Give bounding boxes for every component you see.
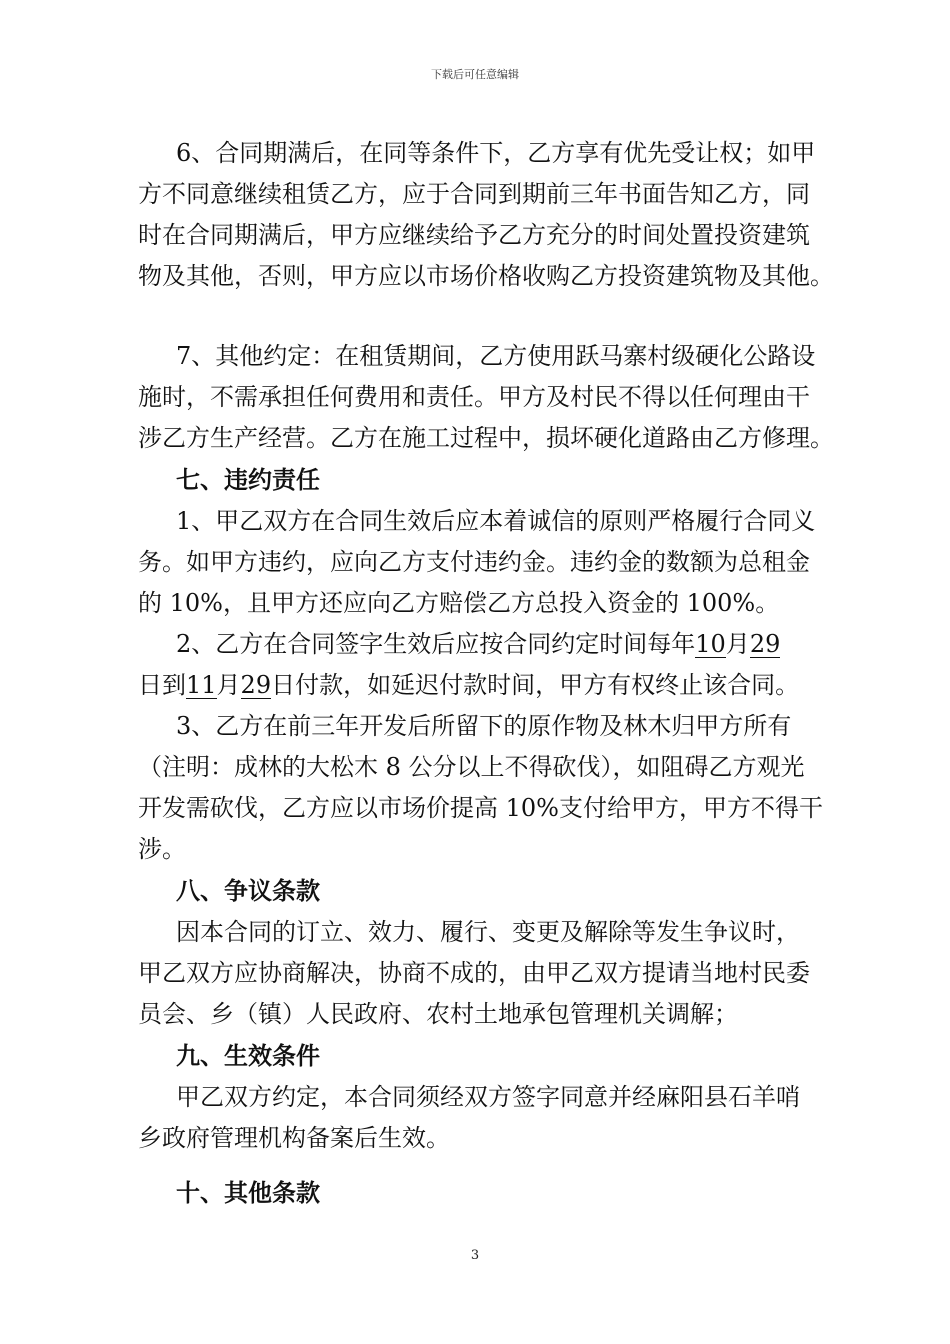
s7-2-text-b: 月 [725,630,750,658]
section-7-1-line-1: 1、甲乙双方在合同生效后应本着诚信的原则严格履行合同义 [176,507,816,535]
section-8-title: 八、争议条款 [176,876,320,905]
day-1: 29 [749,630,781,658]
month-1: 10 [695,630,726,658]
section-8-line-3: 员会、乡（镇）人民政府、农村土地承包管理机关调解； [138,1000,738,1028]
section-8-line-2: 甲乙双方应协商解决，协商不成的，由甲乙双方提请当地村民委 [138,959,810,987]
page-header: 下载后可任意编辑 [431,68,519,81]
day-2: 29 [240,671,272,699]
section-9-line-1: 甲乙双方约定，本合同须经双方签字同意并经麻阳县石羊哨 [176,1083,800,1111]
s7-2-text-a: 2、乙方在合同签字生效后应按合同约定时间每年 [176,630,696,658]
section-7-2-line-2 [138,670,799,700]
clause-6-line-4: 物及其他，否则，甲方应以市场价格收购乙方投资建筑物及其他。 [138,262,834,290]
section-7-title: 七、违约责任 [176,465,320,494]
clause-6-line-1: 6、合同期满后，在同等条件下，乙方享有优先受让权；如甲 [176,139,816,167]
section-7-2-line-1 [176,629,780,659]
month-2: 11 [186,671,217,699]
clause-7-line-2: 施时，不需承担任何费用和责任。甲方及村民不得以任何理由干 [138,383,810,411]
section-7-1-line-2: 务。如甲方违约，应向乙方支付违约金。违约金的数额为总租金 [138,548,810,576]
section-7-3-line-3: 开发需砍伐，乙方应以市场价提高 10%支付给甲方，甲方不得干 [138,794,823,822]
page-number: 3 [470,1248,480,1263]
s7-2-text-c: 日到 [138,671,186,699]
section-9-line-2: 乡政府管理机构备案后生效。 [138,1124,450,1152]
clause-6-line-2: 方不同意继续租赁乙方，应于合同到期前三年书面告知乙方，同 [138,180,810,208]
section-9-title: 九、生效条件 [176,1041,320,1070]
s7-2-text-e: 月 [216,671,241,699]
section-7-3-line-1: 3、乙方在前三年开发后所留下的原作物及林木归甲方所有 [176,712,792,740]
section-7-3-line-4: 涉。 [138,835,186,863]
s7-2-text-f: 日付款，如延迟付款时间，甲方有权终止该合同。 [271,671,800,699]
section-10-title: 十、其他条款 [176,1178,320,1207]
clause-7-line-1: 7、其他约定：在租赁期间，乙方使用跃马寨村级硬化公路设 [176,342,816,370]
clause-7-line-3: 涉乙方生产经营。乙方在施工过程中，损坏硬化道路由乙方修理。 [138,424,834,452]
clause-6-line-3: 时在合同期满后，甲方应继续给予乙方充分的时间处置投资建筑 [138,221,810,249]
section-8-line-1: 因本合同的订立、效力、履行、变更及解除等发生争议时， [176,918,800,946]
section-7-1-line-3: 的 10%，且甲方还应向乙方赔偿乙方总投入资金的 100%。 [138,589,780,617]
section-7-3-line-2: （注明：成林的大松木 8 公分以上不得砍伐），如阻碍乙方观光 [138,753,805,781]
